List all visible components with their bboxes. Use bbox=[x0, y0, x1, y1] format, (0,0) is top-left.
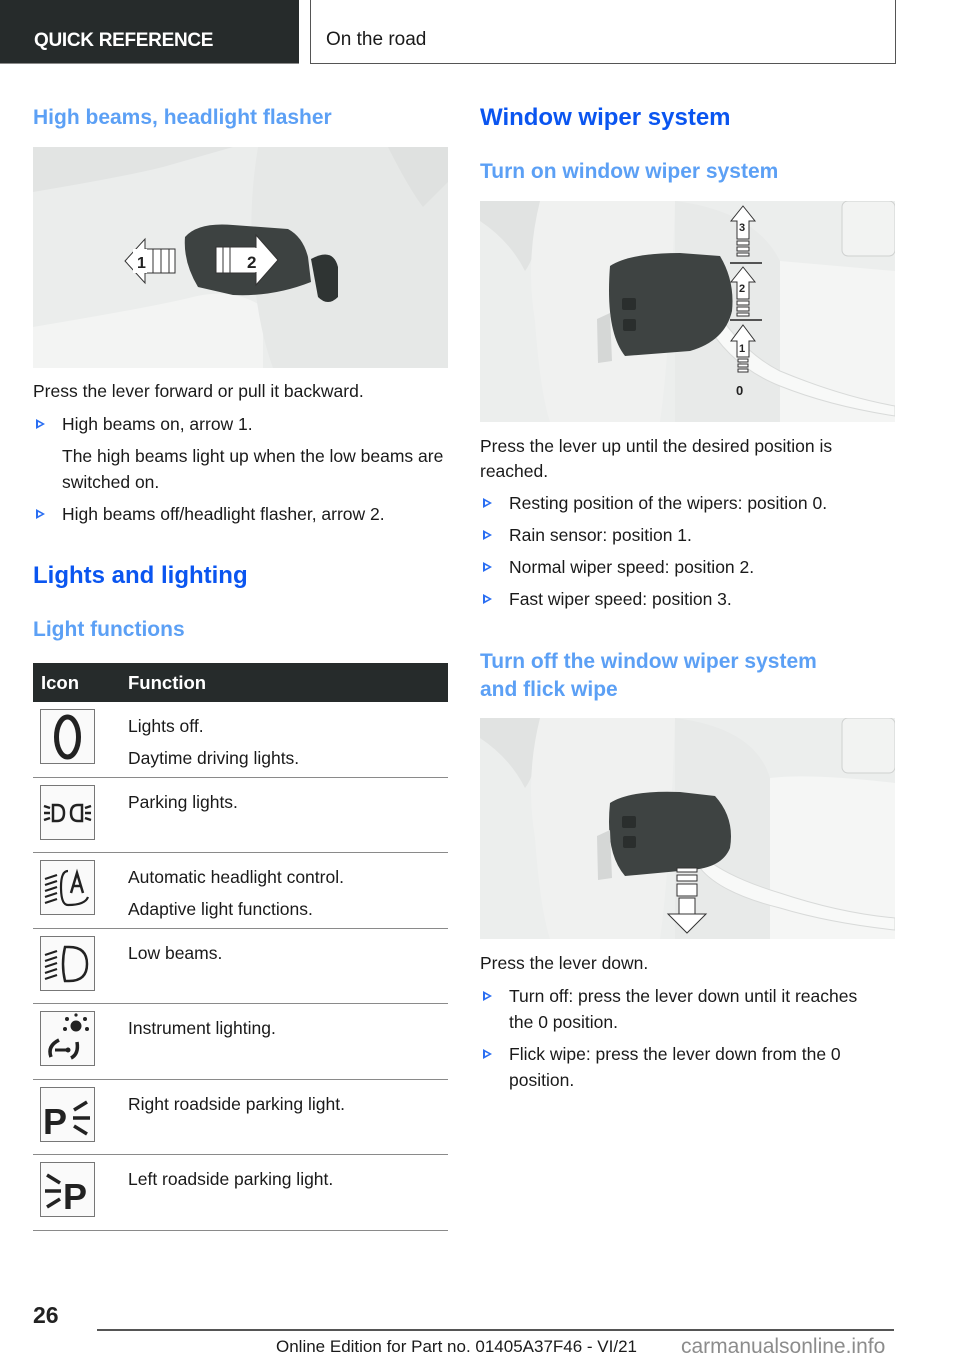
footer-divider bbox=[97, 1329, 894, 1331]
table-row bbox=[33, 929, 448, 1005]
wiper-lever-down-illustration bbox=[480, 718, 895, 939]
table-row bbox=[33, 1004, 448, 1080]
row-function bbox=[128, 1163, 333, 1195]
instrument-lighting-icon bbox=[40, 1011, 95, 1066]
list-item bbox=[480, 983, 900, 1035]
row-function bbox=[128, 1012, 276, 1044]
table-header bbox=[33, 663, 448, 702]
svg-text:2: 2 bbox=[739, 283, 746, 295]
turn-on-wiper-heading: Turn on window wiper system bbox=[480, 160, 779, 183]
list-item-text: Fast wiper speed: position 3. bbox=[509, 589, 732, 609]
table-row bbox=[33, 778, 448, 854]
bullet-triangle-icon bbox=[36, 509, 45, 519]
list-item bbox=[480, 586, 900, 612]
column-header-icon: Icon bbox=[41, 672, 80, 693]
function-line: Lights off. bbox=[128, 716, 204, 736]
list-item-text: Normal wiper speed: position 2. bbox=[509, 557, 755, 577]
function-line: Left roadside parking light. bbox=[128, 1169, 334, 1189]
function-line: Parking lights. bbox=[128, 791, 238, 812]
function-line: Daytime driving lights. bbox=[128, 748, 300, 768]
list-item-text: position. bbox=[509, 1070, 575, 1090]
function-line: Automatic headlight control. bbox=[128, 867, 344, 887]
list-item bbox=[33, 411, 453, 495]
table-row bbox=[33, 1080, 448, 1156]
list-item-text: Turn off: press the lever down until it reaches bbox=[509, 986, 858, 1006]
wiper-down-figure bbox=[480, 718, 895, 939]
column-header-function: Function bbox=[128, 672, 207, 693]
bullet-triangle-icon bbox=[483, 594, 492, 604]
list-item bbox=[33, 501, 453, 527]
function-line: Low beams. bbox=[128, 942, 223, 963]
bullet-triangle-icon bbox=[483, 1049, 492, 1059]
svg-text:1: 1 bbox=[739, 343, 746, 355]
turn-on-intro: Press the lever up until the desired position is reached. bbox=[480, 436, 833, 481]
svg-text:2: 2 bbox=[247, 253, 257, 272]
list-item bbox=[480, 554, 900, 580]
bullet-triangle-icon bbox=[483, 498, 492, 508]
bullet-triangle-icon bbox=[483, 991, 492, 1001]
row-function bbox=[128, 937, 222, 969]
list-item-text: the 0 position. bbox=[509, 1012, 618, 1032]
lights-off-icon bbox=[40, 709, 95, 764]
list-item-text: Resting position of the wipers: position 0. bbox=[509, 493, 828, 513]
turn-off-intro: Press the lever down. bbox=[480, 953, 649, 973]
list-item-subtext: The high beams light up when the low beams are switched on. bbox=[62, 446, 444, 492]
automatic-headlight-icon bbox=[40, 860, 95, 915]
svg-text:3: 3 bbox=[739, 222, 746, 234]
light-functions-heading: Light functions bbox=[33, 618, 185, 641]
heading-line: Turn off the window wiper system bbox=[480, 650, 817, 673]
light-functions-table bbox=[33, 663, 448, 1231]
list-item bbox=[480, 490, 900, 516]
chapter-label: On the road bbox=[326, 29, 427, 50]
wiper-lever-up-illustration bbox=[480, 201, 895, 422]
right-parking-light-icon bbox=[40, 1087, 95, 1142]
svg-text:1: 1 bbox=[137, 255, 146, 272]
lever-illustration bbox=[33, 147, 448, 368]
table-row bbox=[33, 1155, 448, 1231]
function-line: Right roadside parking light. bbox=[128, 1093, 345, 1114]
lights-heading: Lights and lighting bbox=[33, 562, 248, 589]
list-item bbox=[480, 1041, 900, 1093]
function-line: Instrument lighting. bbox=[128, 1018, 276, 1038]
page-number: 26 bbox=[33, 1302, 59, 1328]
wiper-heading: Window wiper system bbox=[480, 104, 731, 131]
low-beams-icon bbox=[40, 936, 95, 991]
left-parking-light-icon bbox=[40, 1162, 95, 1217]
function-line: Adaptive light functions. bbox=[128, 899, 313, 919]
watermark: carmanualsonline.info bbox=[681, 1335, 886, 1358]
edition-text: Online Edition for Part no. 01405A37F46 - VI/21 bbox=[276, 1337, 638, 1356]
list-item-text: Flick wipe: press the lever down from the 0 bbox=[509, 1044, 841, 1064]
high-beams-heading: High beams, headlight flasher bbox=[33, 106, 332, 129]
table-row bbox=[33, 853, 448, 929]
table-row bbox=[33, 702, 448, 778]
svg-text:P: P bbox=[63, 1176, 88, 1216]
row-function bbox=[128, 1088, 345, 1120]
bullet-triangle-icon bbox=[483, 530, 492, 540]
svg-text:P: P bbox=[43, 1100, 68, 1141]
high-beams-figure bbox=[33, 147, 448, 368]
row-function bbox=[128, 710, 299, 774]
turn-off-wiper-heading bbox=[480, 648, 817, 704]
bullet-triangle-icon bbox=[483, 562, 492, 572]
list-item-text: Rain sensor: position 1. bbox=[509, 525, 692, 545]
row-function bbox=[128, 786, 238, 818]
list-item bbox=[480, 522, 900, 548]
wiper-up-figure bbox=[480, 201, 895, 422]
high-beams-intro: Press the lever forward or pull it backward. bbox=[33, 381, 364, 401]
section-tab bbox=[0, 0, 299, 64]
row-function bbox=[128, 861, 344, 925]
bullet-triangle-icon bbox=[36, 419, 45, 429]
section-label: QUICK REFERENCE bbox=[34, 30, 214, 51]
list-item-text: High beams off/headlight flasher, arrow 2. bbox=[62, 504, 385, 524]
parking-lights-icon bbox=[40, 785, 95, 840]
list-item-text: High beams on, arrow 1. bbox=[62, 414, 253, 434]
position-0-label: 0 bbox=[736, 383, 744, 398]
chapter-tab bbox=[310, 0, 896, 64]
heading-line: and flick wipe bbox=[480, 678, 618, 701]
